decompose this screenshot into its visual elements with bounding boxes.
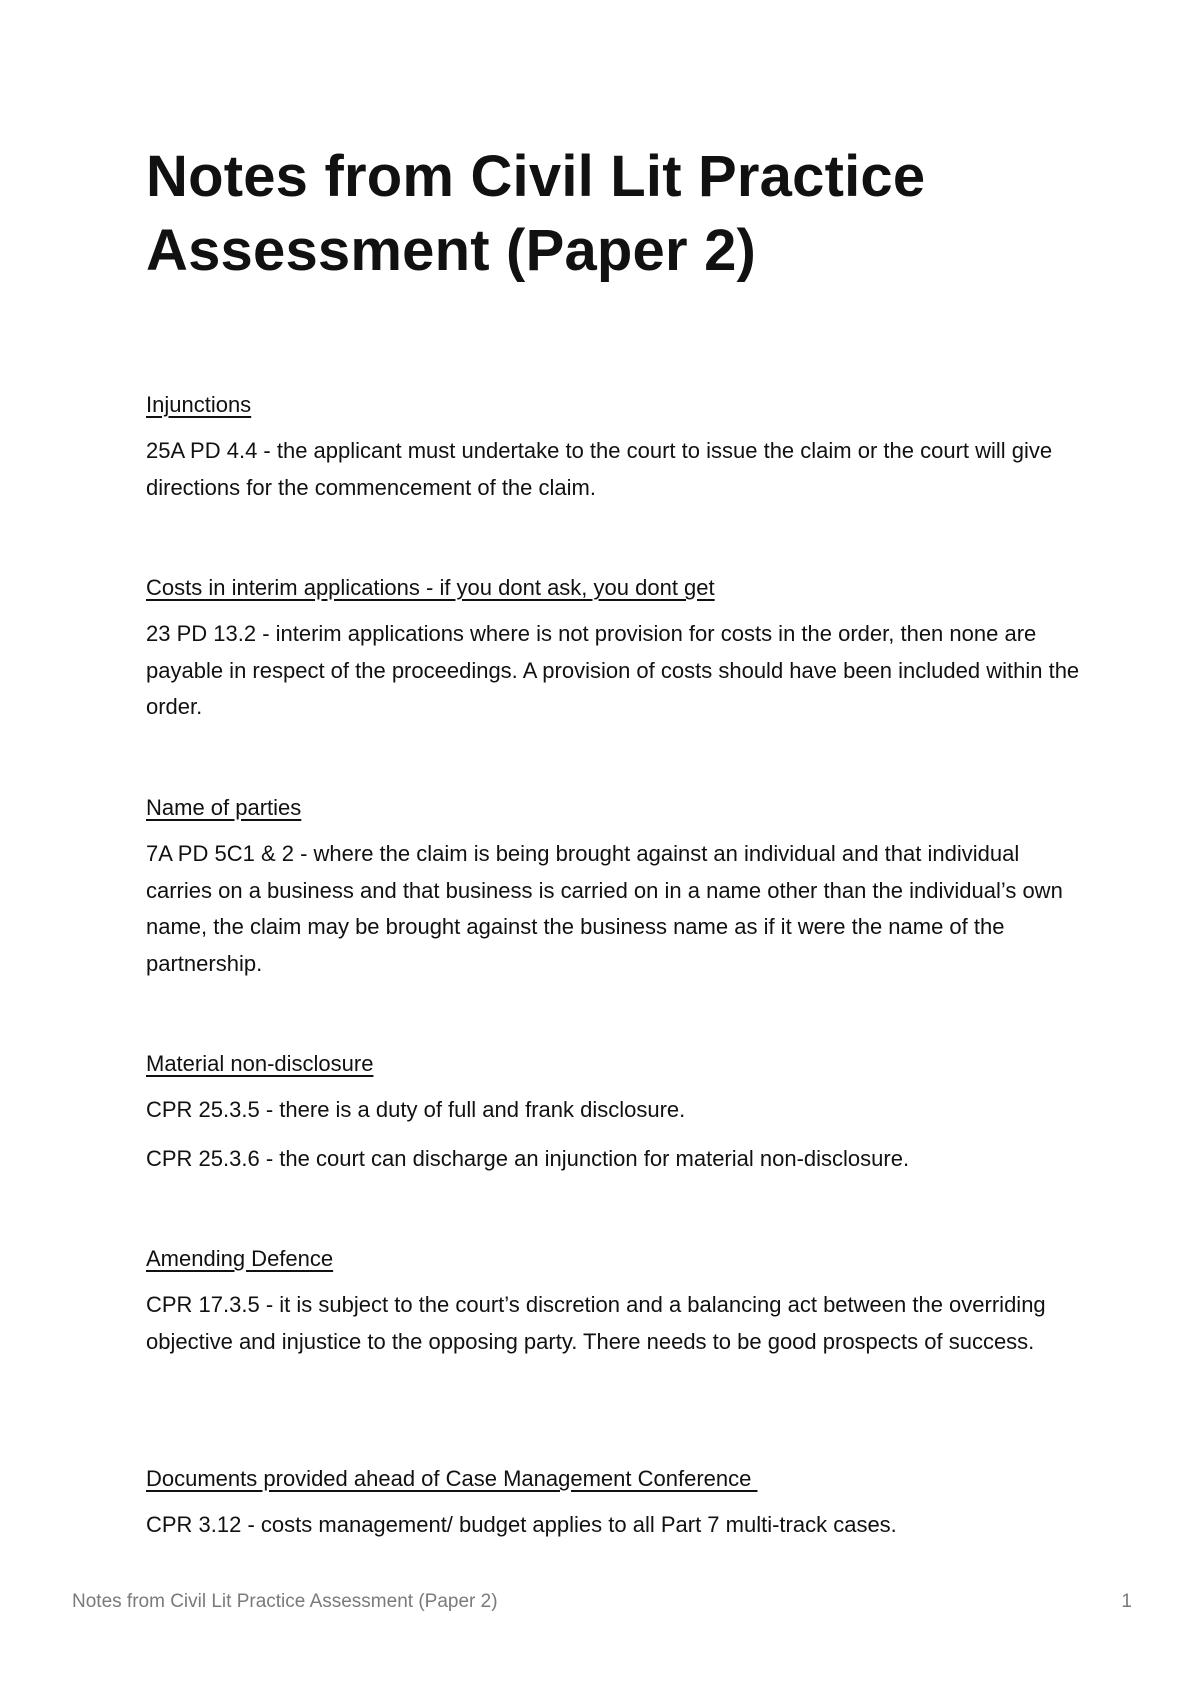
- section-heading: Documents provided ahead of Case Management Conference: [146, 1466, 758, 1491]
- section-paragraph: CPR 25.3.5 - there is a duty of full and frank disclosure.: [146, 1097, 686, 1122]
- section-documents-cmc: [146, 1461, 1086, 1544]
- section-heading: Name of parties: [146, 795, 302, 820]
- section-paragraph: 23 PD 13.2 - interim applications where is not provision for costs in the order, then none are payable in respect of the proceedings. A provision of costs should have been included within the order.: [146, 621, 1080, 719]
- section-heading: Injunctions: [146, 392, 252, 417]
- section-amending-defence: [146, 1241, 1086, 1360]
- section-heading: Material non-disclosure: [146, 1051, 374, 1076]
- section-injunctions: [146, 387, 1086, 506]
- section-heading: Costs in interim applications - if you dont ask, you dont get: [146, 575, 715, 600]
- footer-title: Notes from Civil Lit Practice Assessment (Paper 2): [72, 1591, 498, 1612]
- section-heading: Amending Defence: [146, 1246, 334, 1271]
- section-paragraph: 7A PD 5C1 & 2 - where the claim is being brought against an individual and that individual carries on a business and that business is carried on in a name other than the individual’s own name, the claim may be brought against the business name as if it were the name of the partnership.: [146, 841, 1063, 976]
- section-paragraph: CPR 3.12 - costs management/ budget applies to all Part 7 multi-track cases.: [146, 1512, 897, 1537]
- section-name-of-parties: [146, 790, 1086, 982]
- section-paragraph: CPR 25.3.6 - the court can discharge an injunction for material non-disclosure.: [146, 1145, 910, 1171]
- section-material-non-disclosure: [146, 1046, 1086, 1177]
- section-costs-interim: [146, 570, 1086, 726]
- document-title: Notes from Civil Lit Practice Assessment (Paper 2): [146, 144, 926, 283]
- section-paragraph: CPR 17.3.5 - it is subject to the court’s discretion and a balancing act between the overriding objective and injustice to the opposing party. There needs to be good prospects of success.: [146, 1292, 1046, 1354]
- section-paragraph: 25A PD 4.4 - the applicant must undertake to the court to issue the claim or the court will give directions for the commencement of the claim.: [146, 438, 1053, 500]
- footer-page-number: 1: [1121, 1591, 1132, 1612]
